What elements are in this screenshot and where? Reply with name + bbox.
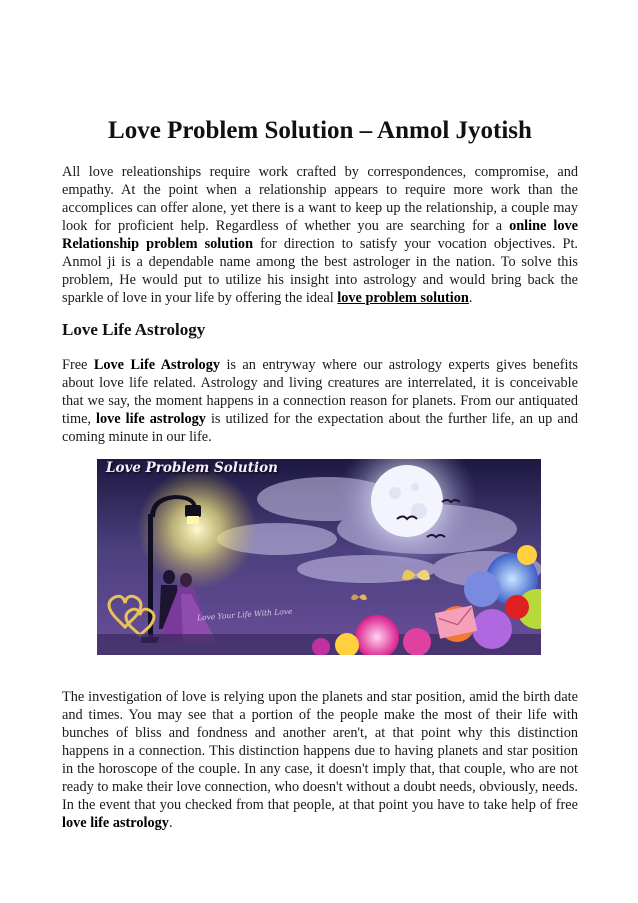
banner-title: Love Problem Solution: [106, 460, 278, 476]
love-life-astrology-bold-1: Love Life Astrology: [93, 357, 221, 373]
closing-text-1: The investigation of love is relying upon the planets and star position, amid the birth date and times. You may see that a portion of the people make the most of their life with bunches of bliss and fondness and another aren't, at that point why this distinction happens in a connection. This distinction happens due to having planets and star position in the horoscope of the couple. In any case, it doesn't imply that, that couple, who are not ready to make their love connection, who doesn't without a doubt needs, obviously, needs. In the event that you checked from that people, at that point you have to take help of free: [62, 689, 578, 813]
page-title: Love Problem Solution – Anmol Jyotish: [108, 117, 532, 144]
love-problem-solution-link[interactable]: love problem solution: [337, 290, 469, 306]
love-life-astrology-bold-2: love life astrology: [96, 411, 206, 427]
lamp-light-glow: [137, 469, 257, 589]
section-heading: Love Life Astrology: [62, 320, 206, 339]
closing-paragraph: [62, 688, 578, 832]
intro-paragraph: [62, 163, 578, 307]
intro-text-3: .: [468, 290, 473, 306]
section-text-1: Free: [62, 357, 94, 373]
section-text-2: is an entryway where our astrology experts gives benefits about love life related. Astrology and living creatures are interrelated, it is conceivable that we say, the moment happens in a connection reason for planets. From our antiquated time,: [62, 357, 578, 427]
section-paragraph: [62, 356, 578, 446]
online-love-relationship-link[interactable]: online love Relationship problem solution: [62, 218, 579, 252]
night-scene-illustration: [97, 459, 541, 655]
moon-icon: [371, 465, 443, 537]
section-text-3: is utilized for the expectation about the further life, an up and coming minute in our life.: [62, 411, 578, 445]
intro-text-2: for direction to satisfy your vocation objectives. Pt. Anmol ji is a dependable name among the best astrologer in the nation. To solve this problem, He would put to utilize his insight into astrology and would bring back the sparkle of love in your life by offering the ideal: [62, 236, 579, 306]
love-problem-banner-image: [97, 459, 541, 655]
closing-text-2: .: [168, 815, 173, 831]
banner-caption: Love Your Life With Love: [196, 606, 293, 623]
intro-text-1: All love releationships require work crafted by correspondences, compromise, and empathy. At the point when a relationship appears to require more work than the accomplices can offer alone, yet there is a want to keep up the relationship, a couple may look for proficient help. Regardless of whether you are searching for a: [62, 164, 578, 234]
love-life-astrology-bold-3: love life astrology: [62, 815, 169, 831]
lamp-bulb: [187, 516, 199, 524]
